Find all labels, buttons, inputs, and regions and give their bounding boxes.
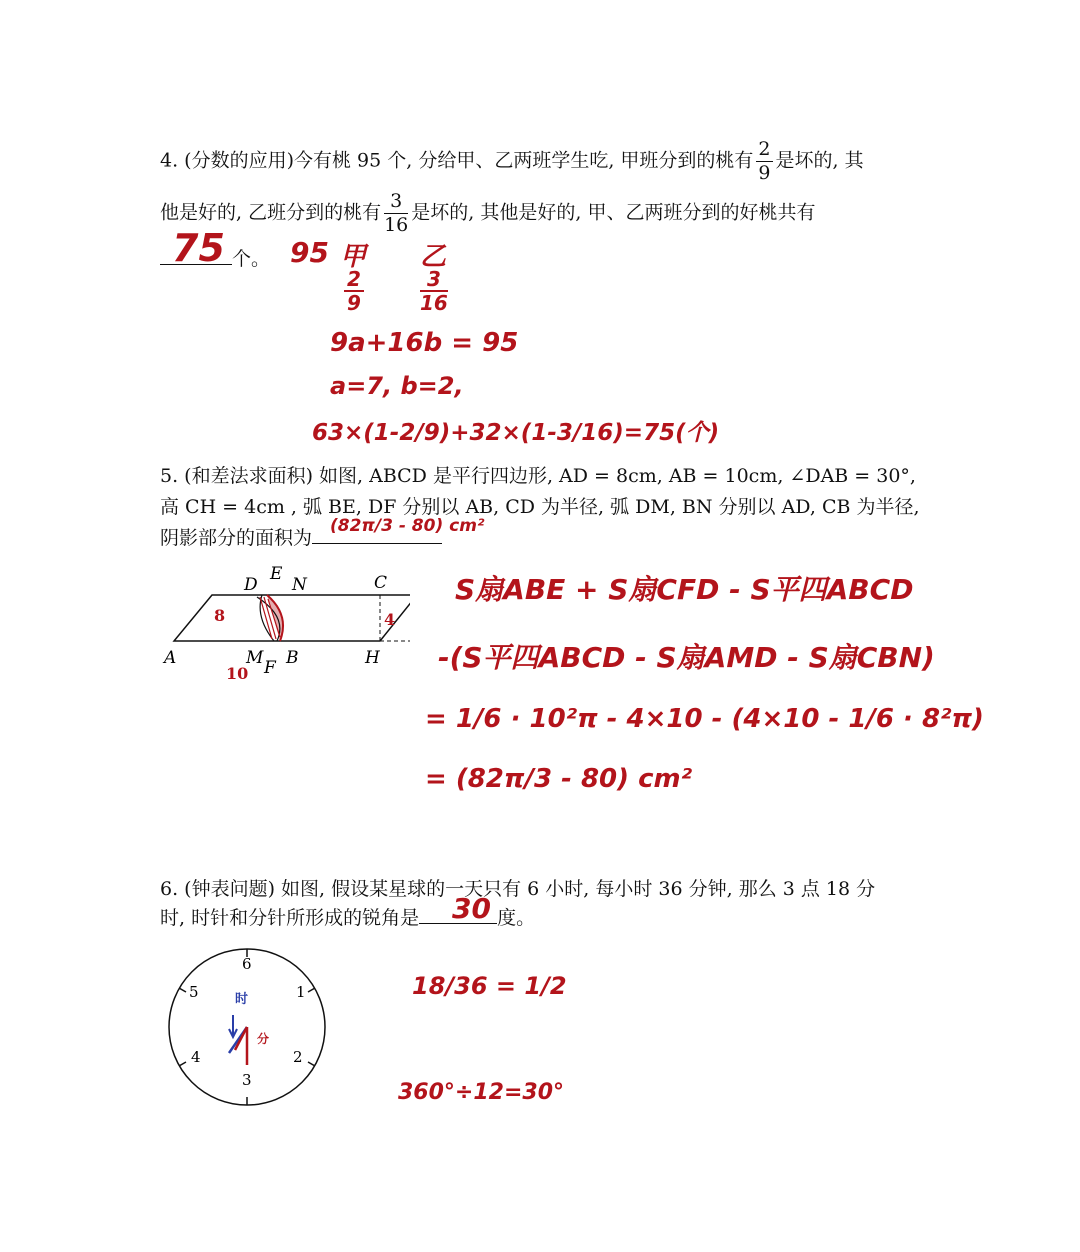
q5-answer: (82π/3 - 80) cm² [330,516,485,536]
clock-number-5: 5 [189,983,199,1001]
hw-minute-label: 分 [257,1032,270,1046]
clock-number-4: 4 [191,1048,201,1066]
q4-work-solution: a=7, b=2, [330,372,464,400]
q5-work-line3: = 1/6 · 10²π - 4×10 - (4×10 - 1/6 · 8²π) [425,704,984,734]
q5-work-line2: -(S平四ABCD - S扇AMD - S扇CBN) [438,641,935,674]
hw-label-ad: 8 [214,606,226,625]
clock-number-6: 6 [242,955,252,973]
q6-answer: 30 [452,892,491,925]
q4-work-calc: 63×(1-2/9)+32×(1-3/16)=75(个) [312,420,720,446]
hw-label-ch: 4 [384,610,396,629]
q6-line1: 6. (钟表问题) 如图, 假设某星球的一天只有 6 小时, 每小时 36 分钟, 那么 3 点 18 分 [160,878,876,900]
fraction-3-16: $\frac{3}{16}$ [384,190,409,236]
hw-hour-label: 时 [235,992,249,1007]
q5-line3: 阴影部分的面积为 [160,523,442,550]
label-F: F [264,658,276,678]
label-D: D [244,575,258,595]
q4-work-yi: 乙 [420,242,447,272]
parallelogram-figure [160,555,410,685]
q4-line3: 个。 [160,244,270,271]
clock-figure [165,945,330,1110]
hw-label-ab: 10 [226,664,249,683]
q5-work-line1: S扇ABE + S扇CFD - S平四ABCD [455,573,914,606]
q4-work-frac1: 2 9 [344,268,364,314]
q4-line1: 4. (分数的应用)今有桃 95 个, 分给甲、乙两班学生吃, 甲班分到的桃有 $\frac{2}{9}$ 是坏的, 其 [160,138,864,184]
label-E: E [270,564,283,584]
fraction-2-9: $\frac{2}{9}$ [758,138,771,184]
clock-number-2: 2 [293,1048,303,1066]
q4-work-jia: 甲 [340,242,367,272]
q6-line2: 时, 时针和分针所形成的锐角是 度。 [160,907,536,929]
clock-number-1: 1 [296,983,306,1001]
q4-work-equation: 9a+16b = 95 [330,328,519,358]
label-C: C [374,573,388,593]
q4-line2: 他是好的, 乙班分到的桃有 $\frac{3}{16}$ 是坏的, 其他是好的, 甲、乙两班分到的好桃共有 [160,190,816,236]
label-A: A [164,648,177,668]
q5-line1: 5. (和差法求面积) 如图, ABCD 是平行四边形, AD = 8cm, AB = 10cm, ∠DAB = 30°, [160,465,916,487]
q5-line2: 高 CH = 4cm , 弧 BE, DF 分别以 AB, CD 为半径, 弧 DM, BN 分别以 AD, CB 为半径, [160,496,920,518]
q5-answer-blank [312,543,442,544]
label-M: M [246,648,264,668]
q4-answer: 75 [172,226,225,270]
clock-number-3: 3 [242,1071,252,1089]
q5-work-line4: = (82π/3 - 80) cm² [425,764,692,794]
q4-work-frac2: 3 16 [420,267,448,315]
label-N: N [292,575,307,595]
label-H: H [365,648,380,668]
q4-work-total: 95 [290,236,329,269]
label-B: B [286,648,299,668]
q6-work-calc: 360°÷12=30° [398,1080,565,1105]
q6-work-frac: 18/36 = 1/2 [412,972,567,1000]
